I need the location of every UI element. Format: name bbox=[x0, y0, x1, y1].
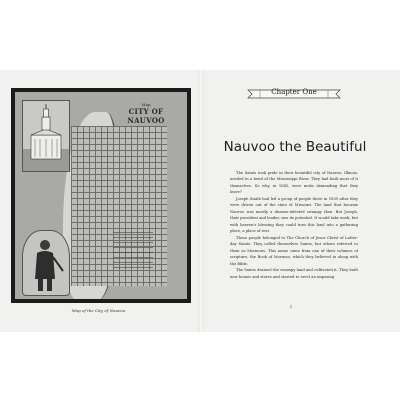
paragraph: These people belonged to The Church of Jesus Christ of Latter-day Saints. They called themselves Saints, but others referred to them as Mormons. This name came from one of their volumes of scripture, the Book of Mormon, which they believed in along with the Bible. bbox=[230, 235, 358, 266]
map-legend bbox=[113, 232, 153, 272]
map-illustration bbox=[11, 88, 191, 303]
temple-engraving bbox=[22, 100, 70, 172]
map-caption: Map of the City of Nauvoo. bbox=[71, 308, 127, 313]
chapter-title: Nauvoo the Beautiful bbox=[223, 139, 367, 155]
map-title: CITY OF NAUVOO bbox=[127, 107, 165, 125]
map-title-small: Map bbox=[141, 102, 151, 107]
map-paper bbox=[15, 92, 187, 299]
paragraph: Joseph Smith had led a group of people there in 1839 after they were driven out of the state of Missouri. The land that became Nauvoo was mostly a disease-infested swampy then. But Joseph, their president and leader, saw its potential. It would take work, but with heaven's blessing they could turn this land into a gathering place, a place of rest. bbox=[230, 196, 358, 234]
chapter-label: Chapter One bbox=[271, 88, 317, 96]
page-number: 1 bbox=[289, 304, 293, 309]
portrait-engraving bbox=[22, 230, 70, 296]
chapter-banner bbox=[246, 87, 342, 101]
book-gutter bbox=[198, 70, 204, 332]
paragraph: The Saints took pride in their beautiful city of Nauvoo, Illinois, nestled in a bend of the Mississippi River. They had built most of it themselves. So why, in 1845, were mobs demanding that they leave? bbox=[230, 171, 358, 195]
person-icon bbox=[23, 231, 69, 295]
temple-icon bbox=[23, 101, 69, 171]
paragraph: The Saints drained the swampy land and cultivated it. They built new homes and stores and started to erect an imposing bbox=[230, 268, 358, 279]
map-title-block bbox=[111, 102, 181, 126]
chapter-body bbox=[230, 170, 358, 305]
